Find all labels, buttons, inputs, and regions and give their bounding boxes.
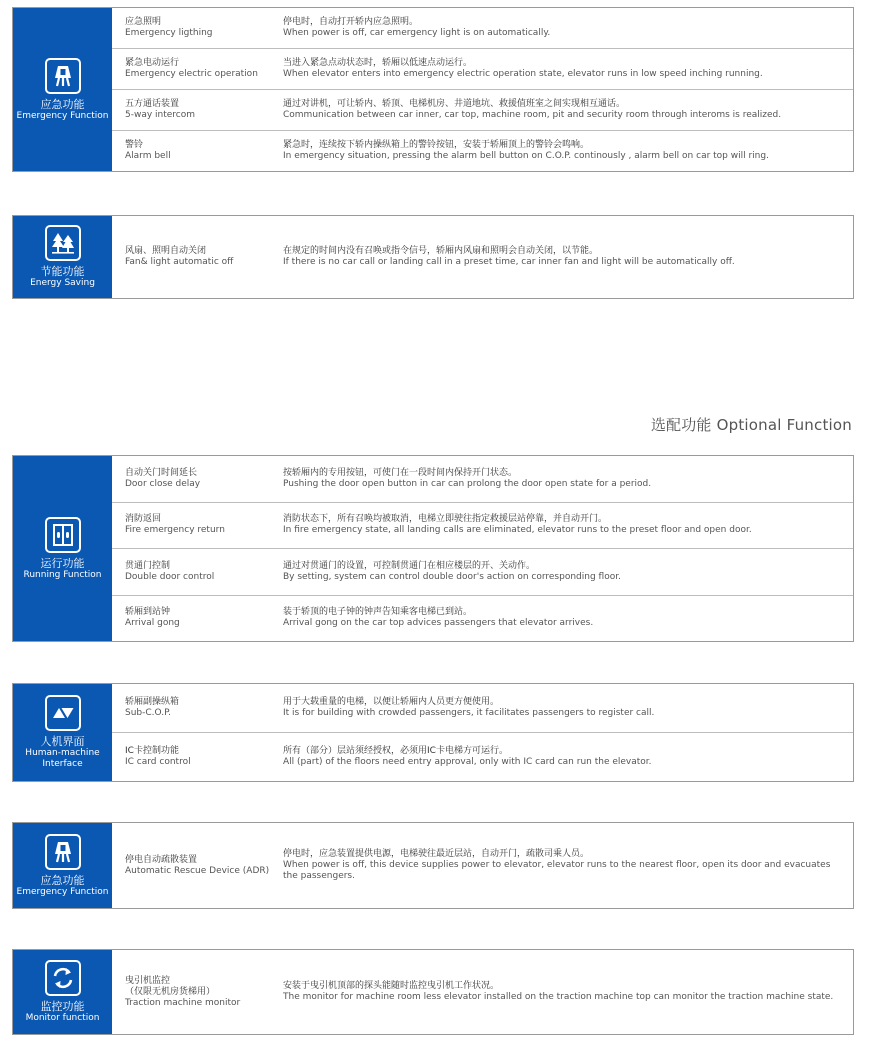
feature-desc-cn: 按轿厢内的专用按钮，可使门在一段时间内保持开门状态。 xyxy=(283,467,518,478)
feature-name-en: Automatic Rescue Device (ADR) xyxy=(125,865,270,876)
optional-function-title: 选配功能 Optional Function xyxy=(650,416,852,434)
feature-name-en: Fan& light automatic off xyxy=(125,257,234,267)
feature-desc-en: In emergency situation, pressing the alarm bell button on C.O.P. continously , alarm bell on car top will ring. xyxy=(283,151,769,161)
feature-desc-en: Communication between car inner, car top, machine room, pit and security room through interoms is realized. xyxy=(283,110,782,120)
feature-desc-cn: 用于大载重量的电梯，以便让轿厢内人员更方便使用。 xyxy=(283,697,500,707)
energy-saving-block xyxy=(12,215,854,299)
feature-name-cn: 紧急电动运行 xyxy=(125,58,180,68)
category-title-en: Monitor function xyxy=(25,1013,100,1023)
feature-name-en: Sub-C.O.P. xyxy=(125,708,171,718)
feature-row xyxy=(112,8,853,49)
feature-desc-cn: 装于轿顶的电子钟的钟声告知乘客电梯已到站。 xyxy=(283,607,473,618)
running-function-block xyxy=(12,455,854,642)
category-title-en: Emergency Function xyxy=(16,110,109,121)
elevator-door-icon xyxy=(45,517,81,553)
feature-name-cn: 轿厢到站钟 xyxy=(125,607,171,618)
feature-name-cn: 曳引机监控 xyxy=(125,975,171,986)
feature-row xyxy=(112,950,853,1034)
feature-desc-cn: 通过对讲机，可让轿内、轿顶、电梯机房、井道地坑、救援值班室之间实现相互通话。 xyxy=(283,99,626,109)
category-title-en: Energy Saving xyxy=(30,278,95,288)
category-title-cn: 监控功能 xyxy=(40,1000,85,1013)
refresh-icon xyxy=(45,960,81,996)
feature-row xyxy=(112,503,853,550)
feature-name-en: Double door control xyxy=(125,571,215,582)
feature-desc-en: Pushing the door open button in car can prolong the door open state for a period. xyxy=(283,478,652,489)
feature-name-cn: 停电自动疏散装置 xyxy=(125,854,198,865)
category-panel xyxy=(13,216,112,298)
feature-row xyxy=(112,456,853,503)
lamp-icon xyxy=(45,834,81,870)
feature-name-en: 5-way intercom xyxy=(125,110,196,120)
emergency-function-block xyxy=(12,7,854,172)
category-panel xyxy=(13,950,112,1034)
human-machine-interface-block xyxy=(12,683,854,782)
feature-desc-cn: 停电时，应急装置提供电源，电梯驶往最近层站，自动开门，疏散司乘人员。 xyxy=(283,849,590,859)
feature-name-en: Door close delay xyxy=(125,478,201,489)
feature-row xyxy=(112,823,853,908)
feature-desc-en: When elevator enters into emergency electric operation state, elevator runs in low speed inching running. xyxy=(283,69,763,79)
feature-name-cn: 风扇、照明自动关闭 xyxy=(125,246,207,256)
feature-name-en: Emergency ligthing xyxy=(125,28,213,38)
feature-desc-en: All (part) of the floors need entry approval, only with IC card can run the elevator. xyxy=(283,757,652,767)
feature-name-en: Traction machine monitor xyxy=(125,997,241,1008)
feature-name-cn: 贯通门控制 xyxy=(125,560,171,571)
category-title-en: Emergency Function xyxy=(16,886,109,897)
feature-name-cn: 轿厢副操纵箱 xyxy=(125,697,180,707)
feature-desc-cn: 紧急时，连续按下轿内操纵箱上的警铃按钮，安装于轿厢顶上的警铃会鸣响。 xyxy=(283,140,590,150)
feature-name-en: Arrival gong xyxy=(125,618,180,629)
emergency-rescue-block xyxy=(12,822,854,909)
feature-desc-cn: 在规定的时间内没有召唤或指令信号，轿厢内风扇和照明会自动关闭，以节能。 xyxy=(283,246,599,256)
feature-desc-en: The monitor for machine room less elevator installed on the traction machine top can monitor the traction machine state. xyxy=(283,992,834,1002)
feature-desc-cn: 停电时，自动打开轿内应急照明。 xyxy=(283,17,419,27)
feature-desc-en: It is for building with crowded passengers, it facilitates passengers to register call. xyxy=(283,708,655,718)
feature-desc-cn: 安装于曳引机顶部的探头能随时监控曳引机工作状况。 xyxy=(283,981,500,991)
monitor-function-block xyxy=(12,949,854,1035)
feature-row xyxy=(112,549,853,596)
lamp-icon xyxy=(45,58,81,94)
feature-name-cn: IC卡控制功能 xyxy=(125,746,179,756)
feature-name-en: Emergency electric operation xyxy=(125,69,258,79)
feature-name-en: Alarm bell xyxy=(125,151,171,161)
feature-desc-en: If there is no car call or landing call in a preset time, car inner fan and light will be automatically off. xyxy=(283,257,735,267)
feature-row xyxy=(112,684,853,733)
feature-name-cn: 应急照明 xyxy=(125,17,162,27)
feature-row xyxy=(112,131,853,171)
trees-icon xyxy=(45,225,81,261)
feature-name-cn: 五方通话装置 xyxy=(125,99,180,109)
category-title-cn: 运行功能 xyxy=(40,556,85,570)
feature-desc-cn: 当进入紧急点动状态时，轿厢以低速点动运行。 xyxy=(283,58,473,68)
feature-name-cn: 消防返回 xyxy=(125,514,162,525)
feature-desc-en: When power is off, this device supplies power to elevator, elevator runs to the nearest floor, open its door and evacuates the passengers. xyxy=(283,860,831,881)
feature-desc-en: When power is off, car emergency light is on automatically. xyxy=(283,28,551,38)
feature-row xyxy=(112,596,853,642)
feature-name-cn: 警铃 xyxy=(125,140,144,150)
feature-desc-cn: 通过对贯通门的设置，可控制贯通门在相应楼层的开、关动作。 xyxy=(283,560,536,571)
category-panel xyxy=(13,684,112,781)
category-panel xyxy=(13,456,112,641)
feature-desc-cn: 消防状态下，所有召唤均被取消，电梯立即驶往指定救援层站停靠，并自动开门。 xyxy=(283,514,608,525)
category-panel xyxy=(13,823,112,908)
feature-row xyxy=(112,733,853,781)
category-title-cn: 应急功能 xyxy=(40,873,85,887)
feature-name-en: Fire emergency return xyxy=(125,525,225,536)
feature-desc-en: By setting, system can control double door's action on corresponding floor. xyxy=(283,571,621,582)
feature-row xyxy=(112,49,853,90)
feature-row xyxy=(112,90,853,131)
up-down-arrows-icon xyxy=(45,695,81,731)
category-title-cn: 人机界面 xyxy=(40,735,85,748)
feature-row xyxy=(112,216,853,298)
category-title-cn: 应急功能 xyxy=(40,97,85,111)
category-panel xyxy=(13,8,112,171)
category-title-cn: 节能功能 xyxy=(40,265,85,278)
feature-desc-cn: 所有（部分）层站须经授权，必须用IC卡电梯方可运行。 xyxy=(283,746,508,756)
feature-name-en: IC card control xyxy=(125,757,191,767)
feature-desc-en: In fire emergency state, all landing calls are eliminated, elevator runs to the preset floor and open door. xyxy=(283,525,752,536)
feature-desc-en: Arrival gong on the car top advices passengers that elevator arrives. xyxy=(283,618,594,629)
feature-name-cn: 自动关门时间延长 xyxy=(125,467,198,478)
category-title-en: Running Function xyxy=(23,569,102,580)
category-title-en: Human-machine Interface xyxy=(25,748,100,769)
feature-name-note-cn: （仅限无机房货梯用） xyxy=(125,986,216,997)
